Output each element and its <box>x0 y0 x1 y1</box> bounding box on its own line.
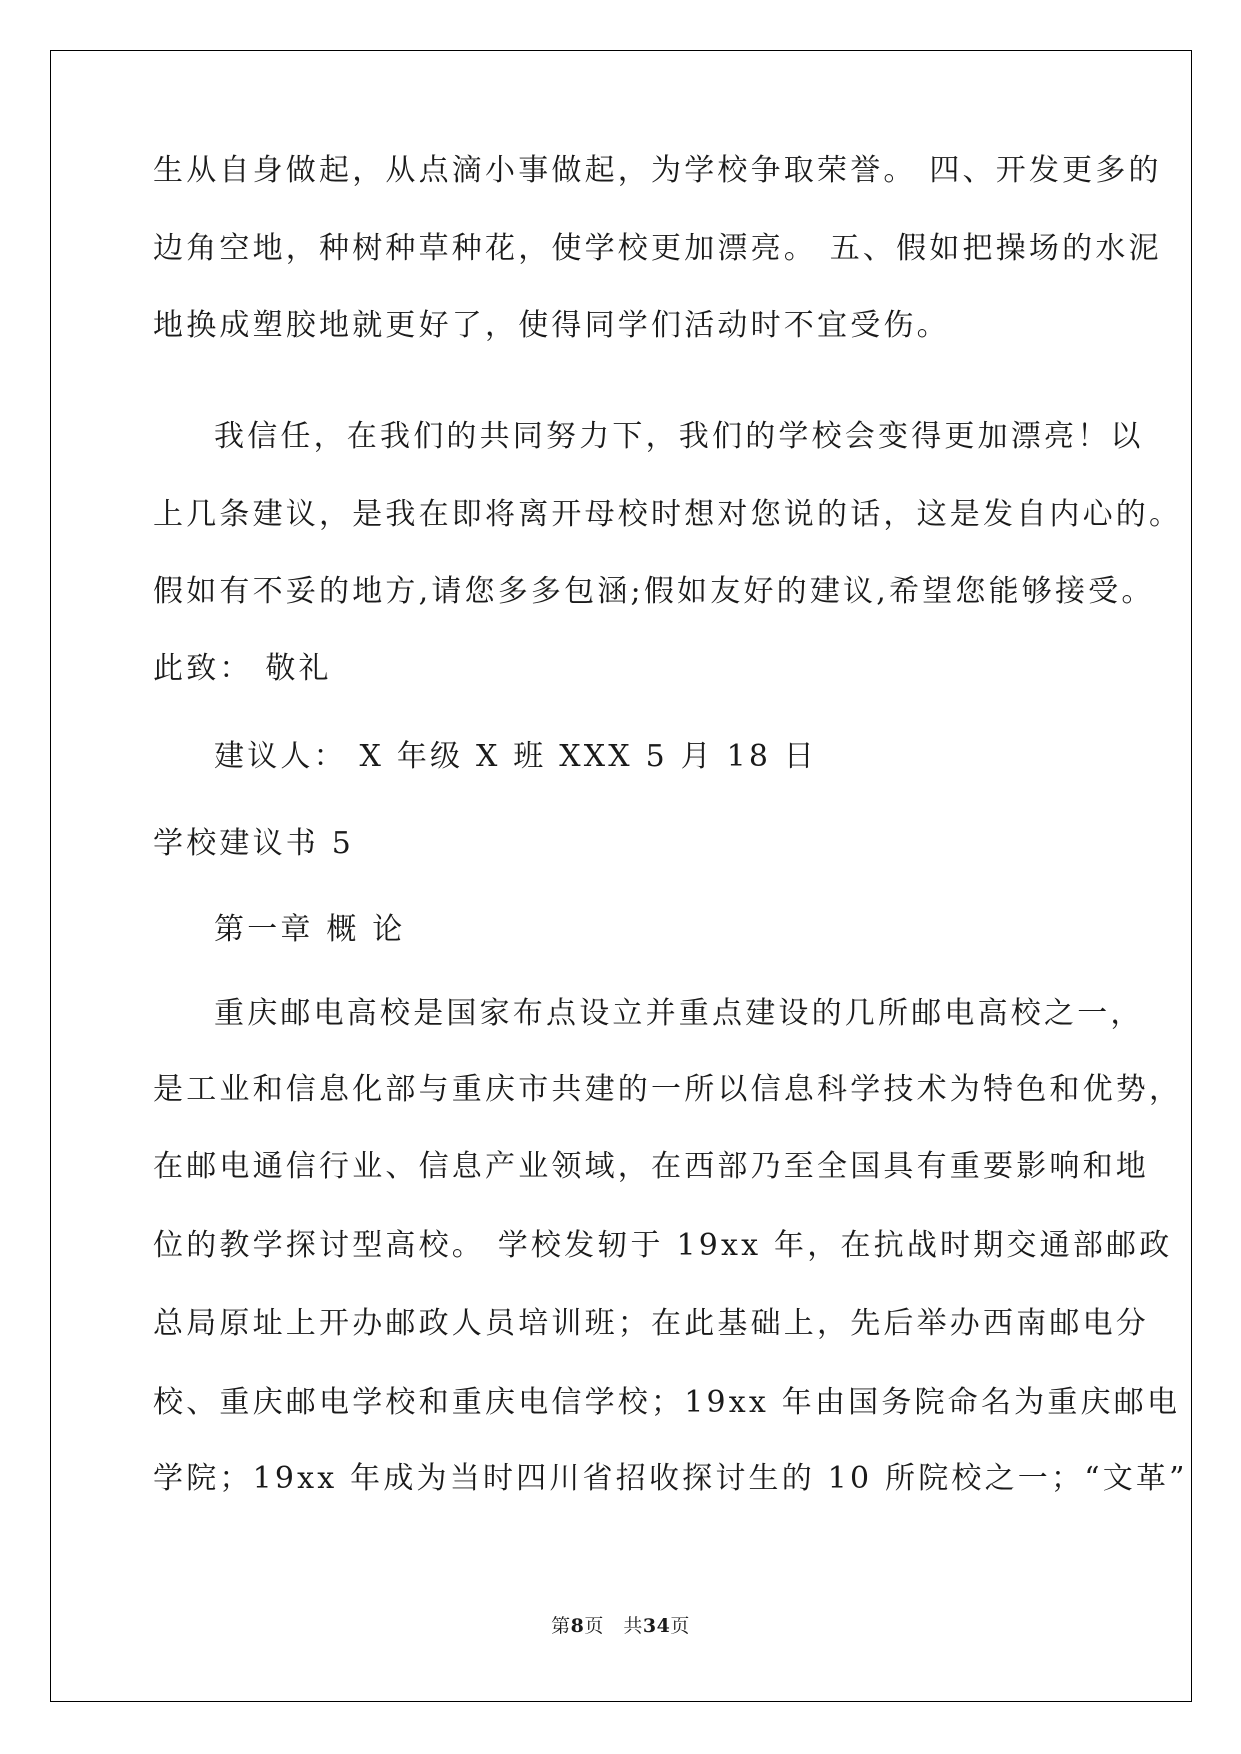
body-text-line: 学院；19xx 年成为当时四川省招收探讨生的 10 所院校之一；“文革” <box>153 1461 1188 1496</box>
body-text-line: 上几条建议，是我在即将离开母校时想对您说的话，这是发自内心的。 <box>153 497 1183 532</box>
section-heading: 学校建议书 5 <box>153 826 355 861</box>
page-suffix: 页 <box>670 1615 690 1637</box>
body-text-line: 位的教学探讨型高校。 学校发轫于 19xx 年，在抗战时期交通部邮政 <box>153 1228 1173 1263</box>
chapter-heading: 第一章 概 论 <box>214 912 406 947</box>
total-pages: 34 <box>642 1615 671 1637</box>
closing-salutation: 此致： 敬礼 <box>153 651 332 686</box>
body-text-line: 是工业和信息化部与重庆市共建的一所以信息科学技术为特色和优势， <box>153 1072 1183 1107</box>
body-text-line: 假如有不妥的地方,请您多多包涵;假如友好的建议,希望您能够接受。 <box>153 574 1155 609</box>
page-footer <box>0 1614 1241 1638</box>
page-number: 8 <box>570 1615 585 1637</box>
page-prefix: 第 <box>551 1615 571 1637</box>
body-text-line: 总局原址上开办邮政人员培训班；在此基础上，先后举办西南邮电分 <box>153 1306 1149 1341</box>
body-text-line: 重庆邮电高校是国家布点设立并重点建设的几所邮电高校之一， <box>214 996 1144 1031</box>
body-text-line: 校、重庆邮电学校和重庆电信学校；19xx 年由国务院命名为重庆邮电 <box>153 1385 1181 1420</box>
body-text-line: 我信任，在我们的共同努力下，我们的学校会变得更加漂亮！以 <box>214 419 1144 454</box>
body-text-line: 在邮电通信行业、信息产业领域，在西部乃至全国具有重要影响和地 <box>153 1149 1149 1184</box>
page-border <box>50 50 1192 1702</box>
signature-line: 建议人： X 年级 X 班 XXX 5 月 18 日 <box>214 739 818 774</box>
body-text-line: 边角空地，种树种草种花，使学校更加漂亮。 五、假如把操场的水泥 <box>153 231 1162 266</box>
body-text-line: 地换成塑胶地就更好了，使得同学们活动时不宜受伤。 <box>153 308 950 343</box>
page-mid: 页 共 <box>584 1615 643 1637</box>
body-text-line: 生从自身做起，从点滴小事做起，为学校争取荣誉。 四、开发更多的 <box>153 153 1162 188</box>
